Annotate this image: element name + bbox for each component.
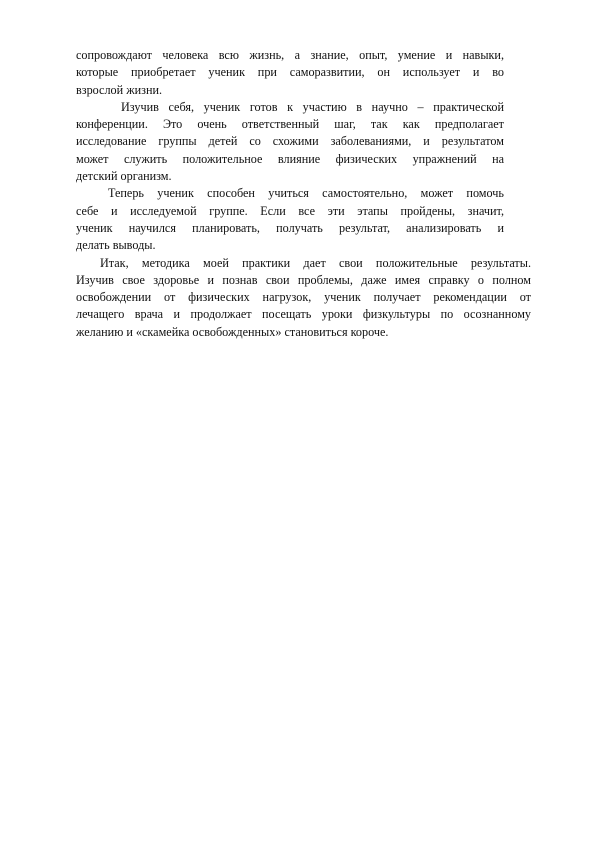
text-line: себе и исследуемой группе. Если все эти этапы пройдены, значит, [76,203,504,218]
text-line: Итак, методика моей практики дает свои положительные результаты. [100,255,531,270]
text-line: сопровождают человека всю жизнь, а знание, опыт, умение и навыки, [76,48,504,62]
text-line: исследование группы детей со схожими заболеваниями, и результатом [76,134,504,149]
text-line: Изучив себя, ученик готов к участию в научно – практической [121,99,504,114]
text-line: может служить положительное влияние физических упражнений на [76,151,504,166]
text-line: детский организм. [76,169,172,184]
text-line: делать выводы. [76,238,156,253]
paragraph-2 [76,99,504,185]
text-line: Изучив свое здоровье и познав свои проблемы, даже имея справку о полном [76,272,531,287]
text-line: ученик научился планировать, получать результат, анализировать и [76,220,504,235]
text-line: Теперь ученик способен учиться самостоятельно, может помочь [108,186,504,201]
paragraph-1 [76,47,504,99]
text-line: лечащего врача и продолжает посещать уроки физкультуры по осознанному [76,307,531,322]
document-body [76,47,531,341]
text-line: желанию и «скамейка освобожденных» становиться короче. [76,324,389,339]
paragraph-3 [76,185,504,254]
text-line: освобождении от физических нагрузок, ученик получает рекомендации от [76,290,531,305]
paragraph-4 [76,255,531,341]
text-line: взрослой жизни. [76,82,163,97]
text-line: конференции. Это очень ответственный шаг, так как предполагает [76,117,504,132]
text-line: которые приобретает ученик при саморазвитии, он использует и во [76,65,504,80]
